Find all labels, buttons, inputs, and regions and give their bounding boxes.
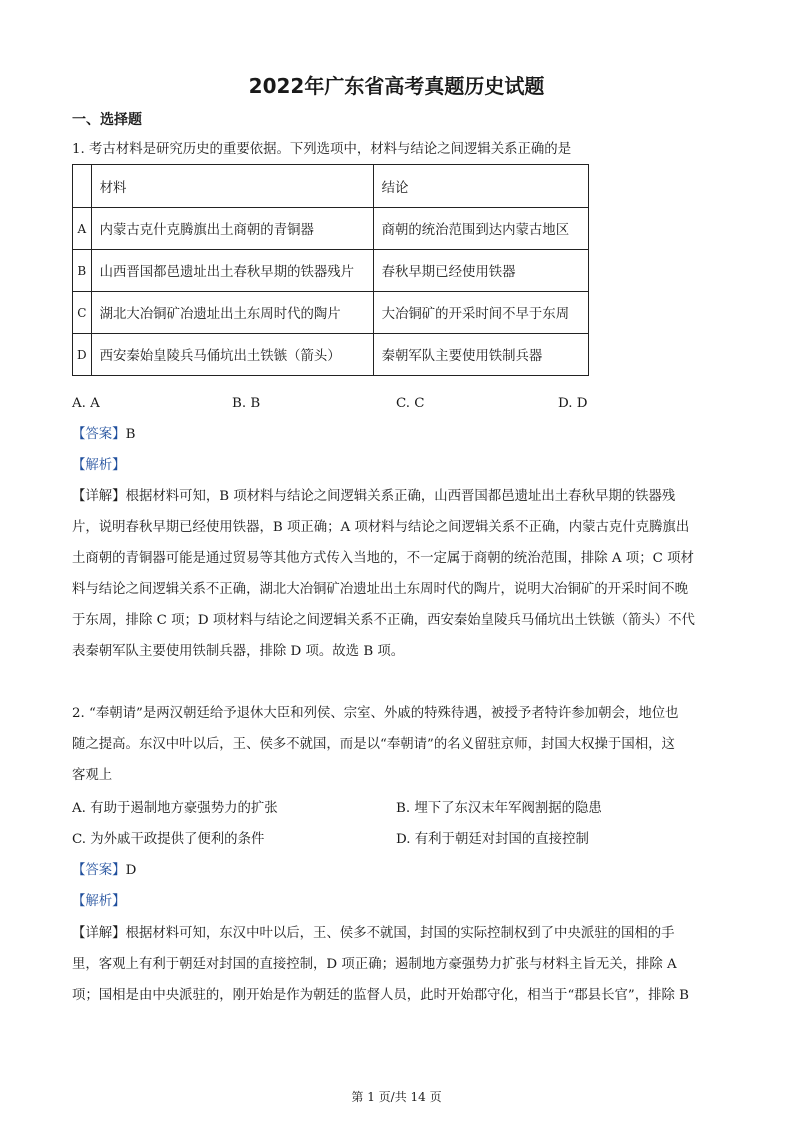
q1-option-c: C. C: [396, 396, 425, 411]
q2-analysis-label: 【解析】: [72, 894, 126, 909]
page-footer: 第 1 页/共 14 页: [351, 1090, 442, 1104]
row-conclusion: 春秋早期已经使用铁器: [373, 250, 588, 292]
document-title: 2022年广东省高考真题历史试题: [248, 74, 545, 98]
q2-detail-line: 里，客观上有利于朝廷对封国的直接控制，D 项正确；遏制地方豪强势力扩张与材料主旨无关，排除 A: [72, 957, 677, 972]
table-header-material: 材料: [91, 165, 373, 208]
q2-option-c: C. 为外戚干政提供了便利的条件: [72, 832, 265, 847]
q1-detail-line: 表秦朝军队主要使用铁制兵器，排除 D 项。故选 B 项。: [72, 644, 405, 659]
row-letter: C: [73, 292, 92, 334]
q1-analysis-label: 【解析】: [72, 458, 126, 473]
table-row: [73, 292, 589, 334]
table-header-row: [73, 165, 589, 208]
q2-option-b: B. 埋下了东汉末年军阀割据的隐患: [396, 801, 602, 816]
q2-detail-line: [72, 925, 675, 943]
q1-answer: [72, 426, 135, 444]
q1-stem: 1. 考古材料是研究历史的重要依据。下列选项中，材料与结论之间逻辑关系正确的是: [72, 142, 572, 157]
row-material: 湖北大冶铜矿冶遗址出土东周时代的陶片: [91, 292, 373, 334]
row-material: 内蒙古克什克腾旗出土商朝的青铜器: [91, 208, 373, 250]
q1-option-b: B. B: [232, 396, 261, 411]
row-conclusion: 秦朝军队主要使用铁制兵器: [373, 334, 588, 376]
q1-table: [72, 164, 589, 376]
detail-label: 【详解】: [72, 489, 126, 504]
q1-option-d: D. D: [558, 396, 588, 411]
answer-value: B: [125, 427, 136, 442]
detail-text: 根据材料可知，东汉中叶以后，王、侯多不就国，封国的实际控制权到了中央派驻的国相的手: [125, 926, 675, 941]
q1-detail-line: 土商朝的青铜器可能是通过贸易等其他方式传入当地的，不一定属于商朝的统治范围，排除 A 项；C 项材: [72, 551, 694, 566]
table-row: [73, 334, 589, 376]
table-header-blank: [73, 165, 92, 208]
row-conclusion: 商朝的统治范围到达内蒙古地区: [373, 208, 588, 250]
q2-option-d: D. 有利于朝廷对封国的直接控制: [396, 832, 589, 847]
table-header-conclusion: 结论: [373, 165, 588, 208]
detail-label: 【详解】: [72, 926, 126, 941]
q2-stem-line: 2. “奉朝请”是两汉朝廷给予退休大臣和列侯、宗室、外戚的特殊待遇，被授予者特许参加朝会，地位也: [72, 706, 679, 721]
q2-stem-line: 客观上: [72, 768, 113, 783]
q1-option-a: A. A: [72, 396, 100, 411]
row-conclusion: 大冶铜矿的开采时间不早于东周: [373, 292, 588, 334]
row-letter: D: [73, 334, 92, 376]
table-row: [73, 208, 589, 250]
answer-value: D: [125, 863, 137, 878]
row-letter: B: [73, 250, 92, 292]
q1-detail-line: 于东周，排除 C 项；D 项材料与结论之间逻辑关系不正确，西安秦始皇陵兵马俑坑出土铁镞（箭头）不代: [72, 613, 695, 628]
q2-stem-line: 随之提高。东汉中叶以后，王、侯多不就国，而是以“奉朝请”的名义留驻京师，封国大权操于国相，这: [72, 737, 675, 752]
section-heading: 一、选择题: [72, 112, 142, 128]
answer-label: 【答案】: [72, 427, 126, 442]
row-letter: A: [73, 208, 92, 250]
answer-label: 【答案】: [72, 863, 126, 878]
table-row: [73, 250, 589, 292]
q1-detail-line: 料与结论之间逻辑关系不正确，湖北大冶铜矿冶遗址出土东周时代的陶片，说明大冶铜矿的开采时间不晚: [72, 582, 688, 597]
q1-detail-line: [72, 488, 675, 506]
q1-detail-line: 片，说明春秋早期已经使用铁器，B 项正确；A 项材料与结论之间逻辑关系不正确，内蒙古克什克腾旗出: [72, 520, 690, 535]
q2-answer: [72, 862, 136, 880]
detail-text: 根据材料可知，B 项材料与结论之间逻辑关系正确，山西晋国都邑遗址出土春秋早期的铁器残: [125, 489, 676, 504]
row-material: 山西晋国都邑遗址出土春秋早期的铁器残片: [91, 250, 373, 292]
q2-option-a: A. 有助于遏制地方豪强势力的扩张: [72, 801, 278, 816]
row-material: 西安秦始皇陵兵马俑坑出土铁镞（箭头）: [91, 334, 373, 376]
q2-detail-line: 项；国相是由中央派驻的，刚开始是作为朝廷的监督人员，此时开始郡守化，相当于“郡县长官”，排除 B: [72, 988, 689, 1003]
